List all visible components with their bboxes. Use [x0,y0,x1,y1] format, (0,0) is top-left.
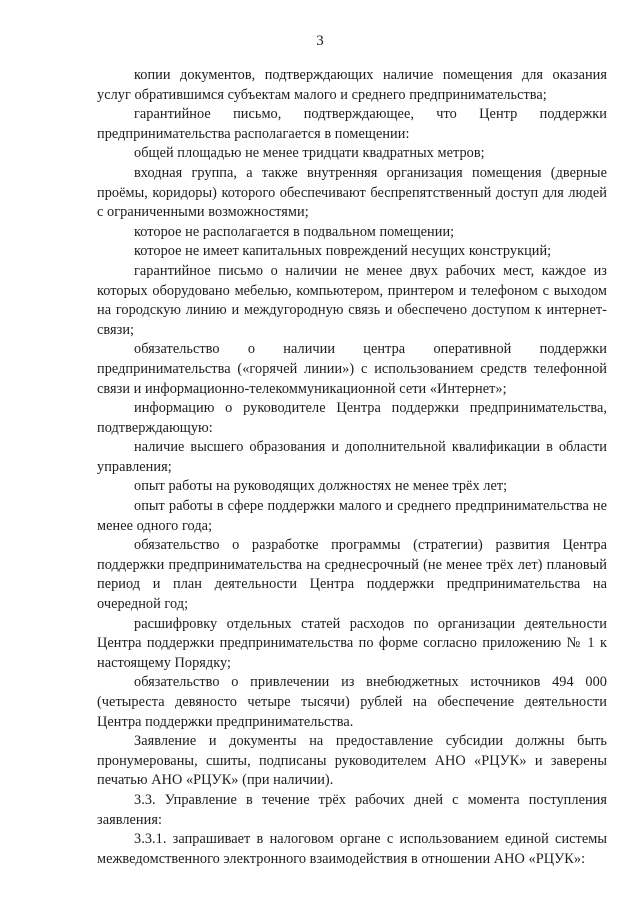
paragraph: опыт работы в сфере поддержки малого и среднего предпринимательства не менее одного года; [97,498,607,534]
paragraph: 3.3. Управление в течение трёх рабочих дней с момента поступления заявления: [97,791,607,828]
paragraph: обязательство о наличии центра оперативной поддержки предпринимательства («горячей линии») с использованием средств телефонной связи и информационно-телекоммуникационной сети «Интернет»; [97,341,607,397]
paragraph: гарантийное письмо о наличии не менее двух рабочих мест, каждое из которых оборудовано мебелью, компьютером, принтером и телефоном с выходом на городскую линию и междугородную связь и обеспечено доступом к интернет-связи; [97,262,607,338]
document-body [97,66,607,869]
paragraph: 3.3.1. запрашивает в налоговом органе с использованием единой системы межведомственного электронного взаимодействия в отношении АНО «РЦУК»: [97,831,607,867]
page-number: 3 [316,33,324,49]
paragraph: гарантийное письмо, подтверждающее, что Центр поддержки предпринимательства располагается в помещении: [97,106,607,142]
paragraph: наличие высшего образования и дополнительной квалификации в области управления; [97,439,607,475]
paragraph: информацию о руководителе Центра поддержки предпринимательства, подтверждающую: [97,400,607,436]
paragraph: копии документов, подтверждающих наличие помещения для оказания услуг обратившимся субъектам малого и среднего предпринимательства; [97,67,607,103]
paragraph: которое не располагается в подвальном помещении; [134,223,455,240]
paragraph: опыт работы на руководящих должностях не менее трёх лет; [134,478,508,495]
paragraph: входная группа, а также внутренняя организация помещения (дверные проёмы, коридоры) которого обеспечивают беспрепятственный доступ для людей с ограниченными возможностями; [97,164,607,221]
paragraph: расшифровку отдельных статей расходов по организации деятельности Центра поддержки предпринимательства по форме согласно приложению № 1 к настоящему Порядку; [97,615,607,671]
paragraph: общей площадью не менее тридцати квадратных метров; [134,145,485,162]
paragraph: обязательство о привлечении из внебюджетных источников 494 000 (четыреста девяносто четыре тысячи) рублей на обеспечение деятельности Центра поддержки предпринимательства. [97,674,607,730]
paragraph: Заявление и документы на предоставление субсидии должны быть пронумерованы, сшиты, подписаны руководителем АНО «РЦУК» и заверены печатью АНО «РЦУК» (при наличии). [97,733,607,789]
paragraph: обязательство о разработке программы (стратегии) развития Центра поддержки предпринимательства на среднесрочный (не менее трёх лет) плановый период и план деятельности Центра поддержки предпринимательства на очередной год; [97,537,607,613]
paragraph: которое не имеет капитальных повреждений несущих конструкций; [134,243,552,260]
